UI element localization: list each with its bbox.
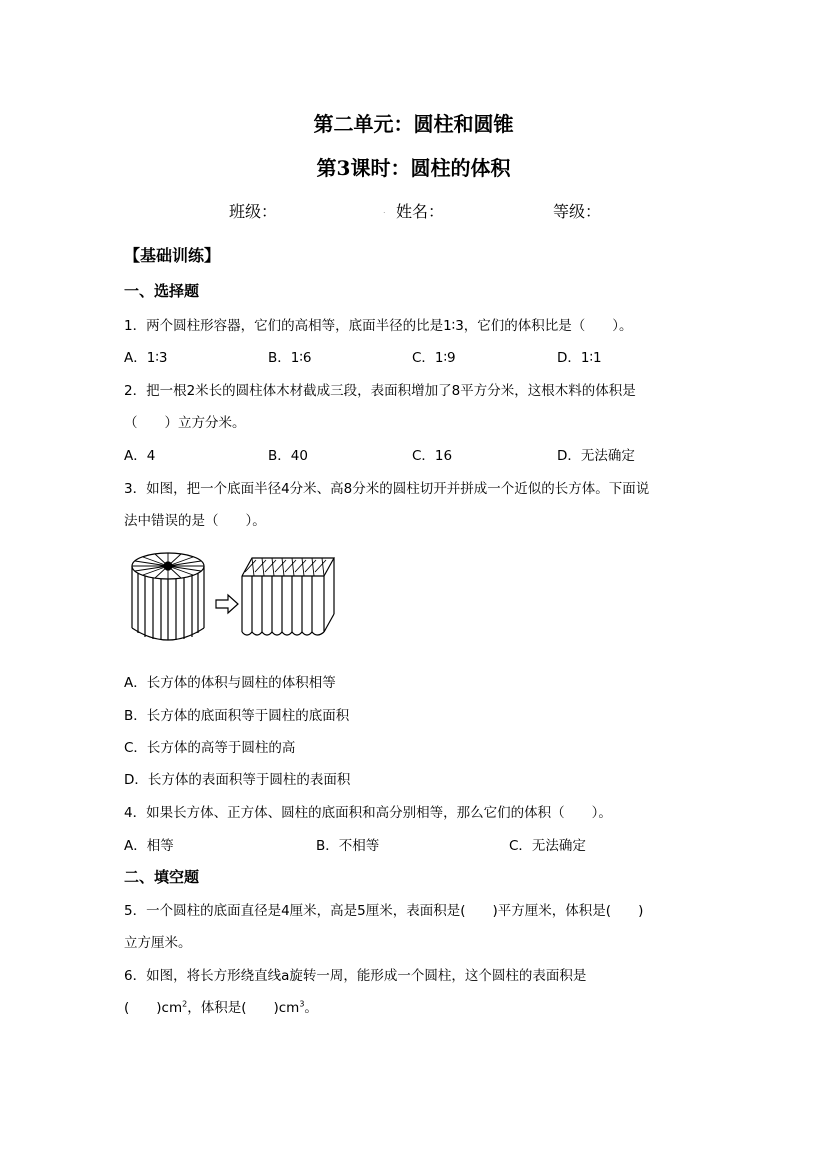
q1-option-a: A．1∶3	[124, 350, 168, 366]
cylinder-to-cuboid-figure	[128, 548, 342, 648]
q6-line2	[124, 996, 318, 1016]
q4-option-c: C．无法确定	[509, 838, 586, 854]
q6-blank-area: ( )cm	[124, 1000, 183, 1016]
q4-text: 4．如果长方体、正方体、圆柱的底面积和高分别相等，那么它们的体积（ ）。	[124, 805, 612, 821]
q2-option-d: D．无法确定	[557, 448, 635, 464]
class-label: 班级：	[229, 202, 278, 221]
part2-heading: 二、填空题	[124, 868, 200, 886]
lesson-title: 第3课时：圆柱的体积	[316, 156, 511, 180]
q6-line1: 6．如图，将长方形绕直线a旋转一周，能形成一个圆柱，这个圆柱的表面积是	[124, 968, 587, 984]
q2-option-c: C．16	[412, 448, 453, 464]
q1-option-d: D．1∶1	[557, 350, 602, 366]
q2-line1: 2．把一根2米长的圆柱体木材截成三段，表面积增加了8平方分米，这根木料的体积是	[124, 383, 636, 399]
q3-option-d: D．长方体的表面积等于圆柱的表面积	[124, 772, 351, 788]
q3-option-a: A．长方体的体积与圆柱的体积相等	[124, 675, 336, 691]
q1-option-c: C．1∶9	[412, 350, 456, 366]
dot-mark: .	[383, 206, 386, 215]
name-label: 姓名：	[396, 202, 445, 221]
q6-blank-volume: ，体积是( )cm	[187, 1000, 300, 1016]
q6-end: 。	[304, 1000, 318, 1016]
q4-option-b: B．不相等	[316, 838, 380, 854]
q5-line1: 5．一个圆柱的底面直径是4厘米，高是5厘米，表面积是( )平方厘米，体积是( )	[124, 903, 644, 919]
q6-sup-2: 2	[182, 999, 188, 1009]
grade-label: 等级：	[553, 202, 602, 221]
q1-text: 1．两个圆柱形容器，它们的高相等，底面半径的比是1∶3，它们的体积比是（ ）。	[124, 318, 633, 334]
cuboid-drawing	[242, 558, 334, 635]
q3-line1: 3．如图，把一个底面半径4分米、高8分米的圆柱切开并拼成一个近似的长方体。下面说	[124, 481, 650, 497]
part1-heading: 一、选择题	[124, 282, 200, 300]
q3-line2: 法中错误的是（ ）。	[124, 513, 266, 529]
q4-option-a: A．相等	[124, 838, 174, 854]
q2-option-a: A．4	[124, 448, 156, 464]
q6-sup-3: 3	[299, 999, 305, 1009]
q2-line2: （ ）立方分米。	[124, 415, 246, 431]
right-arrow-icon	[216, 595, 238, 613]
q3-option-c: C．长方体的高等于圆柱的高	[124, 740, 296, 756]
q2-option-b: B．40	[268, 448, 308, 464]
q1-option-b: B．1∶6	[268, 350, 312, 366]
section-basic: 【基础训练】	[124, 246, 221, 265]
q5-line2: 立方厘米。	[124, 935, 192, 951]
cylinder-drawing	[132, 553, 204, 640]
unit-title: 第二单元：圆柱和圆锥	[313, 112, 514, 136]
q3-option-b: B．长方体的底面积等于圆柱的底面积	[124, 708, 350, 724]
